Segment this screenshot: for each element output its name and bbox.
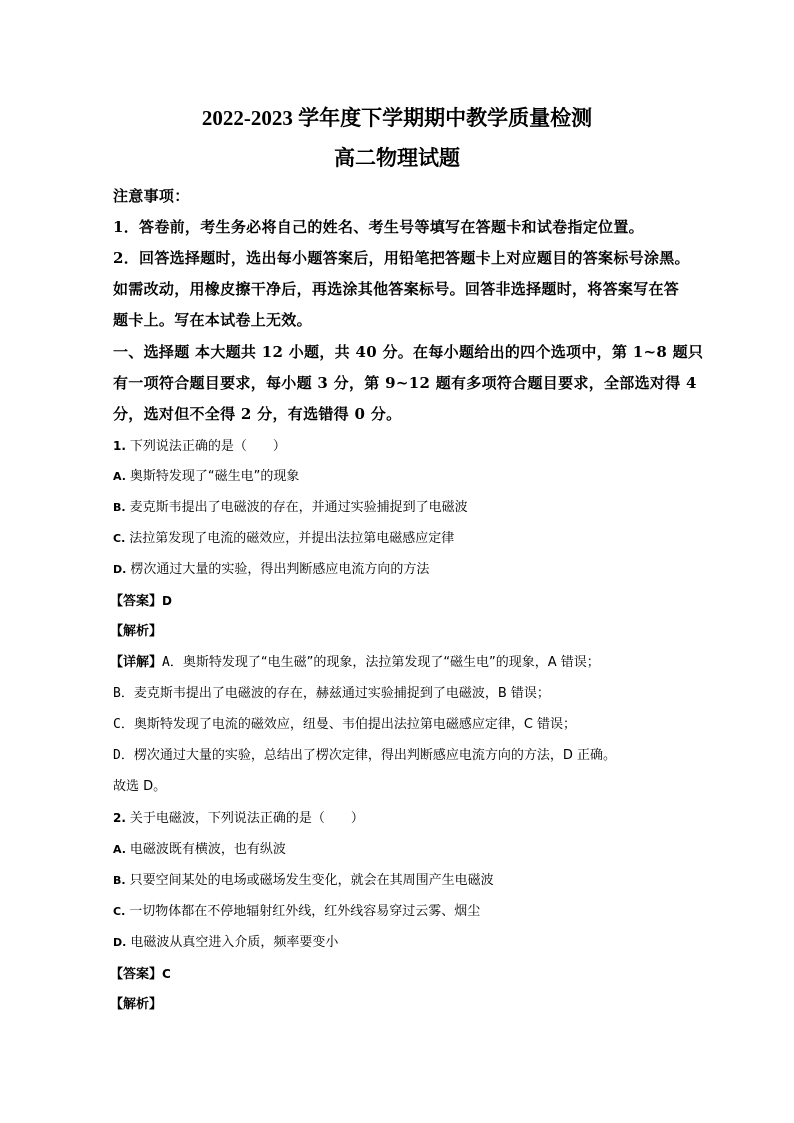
detail-text: ．楞次通过大量的实验，总结出了楞次定律，得出判断感应电流方向的方法，D 正确。 — [120, 748, 616, 763]
option-text: 麦克斯韦提出了电磁波的存在，并通过实验捕捉到了电磁波 — [129, 500, 468, 515]
option-label: C. — [113, 905, 126, 918]
option-text: 电磁波既有横波，也有纵波 — [129, 842, 286, 857]
question-1-analysis-label — [110, 623, 162, 641]
option-text: 一切物体都在不停地辐射红外线，红外线容易穿过云雾、烟尘 — [129, 904, 481, 919]
detail-text: ．麦克斯韦提出了电磁波的存在，赫兹通过实验捕捉到了电磁波，B 错误； — [120, 686, 550, 701]
option-label: D. — [113, 563, 127, 576]
option-label: A. — [113, 470, 126, 483]
option-label: B. — [113, 874, 126, 887]
question-text: 关于电磁波，下列说法正确的是（ ） — [129, 811, 364, 826]
question-1-stem — [113, 437, 286, 456]
detail-letter: A — [162, 655, 170, 670]
option-text: 楞次通过大量的实验，得出判断感应电流方向的方法 — [130, 562, 430, 577]
answer-value: C — [162, 967, 171, 981]
question-2-answer — [110, 965, 171, 984]
answer-value: D — [162, 594, 172, 608]
detail-letter: D — [113, 748, 121, 763]
question-text: 下列说法正确的是（ ） — [129, 439, 286, 454]
option-label: D. — [113, 936, 127, 949]
notice-item-2: 2．回答选择题时，选出每小题答案后，用铅笔把答题卡上对应题目的答案标号涂黑。 — [113, 249, 690, 267]
notice-item-1: 1．答卷前，考生务必将自己的姓名、考生号等填写在答题卡和试卷指定位置。 — [113, 218, 644, 236]
detail-letter: B — [113, 686, 121, 701]
question-number: 1. — [113, 439, 126, 453]
question-1-option-a — [113, 468, 299, 486]
question-2-stem — [113, 809, 364, 828]
question-1-detail-d — [113, 747, 616, 765]
question-1-answer — [110, 592, 172, 611]
question-1-option-c — [113, 530, 454, 548]
option-label: A. — [113, 843, 126, 856]
detail-text: ．奥斯特发现了“电生磁”的现象，法拉第发现了“磁生电”的现象，A 错误； — [169, 655, 600, 670]
detail-label: 【详解】 — [110, 655, 163, 670]
detail-letter: C — [113, 717, 121, 732]
question-1-option-b — [113, 499, 468, 517]
question-1-detail-b — [113, 685, 550, 703]
question-1-detail-c — [113, 716, 576, 734]
question-1-conclusion: 故选 D。 — [113, 779, 167, 794]
analysis-label: 【解析】 — [110, 624, 163, 639]
notice-item-2-end: 题卡上。写在本试卷上无效。 — [113, 311, 312, 329]
analysis-label: 【解析】 — [110, 997, 163, 1012]
notice-heading: 注意事项： — [113, 187, 190, 205]
question-2-option-a — [113, 841, 286, 859]
answer-label: 【答案】 — [110, 967, 163, 982]
section-intro-line-3: 分，选对但不全得 2 分，有选错得 0 分。 — [113, 405, 402, 423]
question-2-option-b — [113, 872, 494, 890]
question-2-analysis-label — [110, 996, 162, 1014]
option-text: 电磁波从真空进入介质，频率要变小 — [130, 935, 339, 950]
question-1-option-d — [113, 561, 429, 579]
question-1-detail-a — [110, 654, 600, 672]
exam-title: 2022-2023 学年度下学期期中教学质量检测 — [201, 106, 593, 130]
option-text: 只要空间某处的电场或磁场发生变化，就会在其周围产生电磁波 — [129, 873, 494, 888]
option-label: C. — [113, 532, 126, 545]
notice-item-2-cont: 如需改动，用橡皮擦干净后，再选涂其他答案标号。回答非选择题时，将答案写在答 — [113, 280, 680, 298]
exam-subtitle: 高二物理试题 — [334, 146, 460, 170]
option-label: B. — [113, 501, 126, 514]
detail-text: ．奥斯特发现了电流的磁效应，纽曼、韦伯提出法拉第电磁感应定律，C 错误； — [120, 717, 577, 732]
option-text: 奥斯特发现了“磁生电”的现象 — [129, 469, 300, 484]
option-text: 法拉第发现了电流的磁效应，并提出法拉第电磁感应定律 — [129, 531, 455, 546]
question-number: 2. — [113, 811, 126, 825]
section-intro-line-2: 有一项符合题目要求，每小题 3 分，第 9~12 题有多项符合题目要求，全部选对得 4 — [113, 374, 697, 392]
question-2-option-c — [113, 903, 480, 921]
section-intro-line-1: 一、选择题 本大题共 12 小题，共 40 分。在每小题给出的四个选项中，第 1~8 题只 — [113, 343, 704, 361]
question-2-option-d — [113, 934, 338, 952]
answer-label: 【答案】 — [110, 594, 163, 609]
